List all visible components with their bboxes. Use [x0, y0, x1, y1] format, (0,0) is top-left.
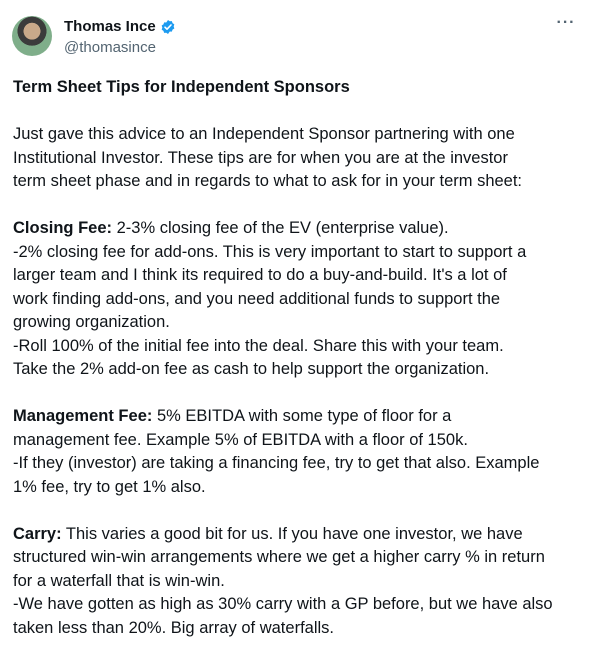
carry-first-line	[13, 523, 581, 547]
closing-fee-line: -2% closing fee for add-ons. This is very important to start to support a	[13, 242, 527, 261]
post-title: Term Sheet Tips for Independent Sponsors	[13, 78, 350, 96]
closing-fee-line: -Roll 100% of the initial fee into the deal. Share this with your team.	[13, 336, 504, 355]
closing-fee-line: work finding add-ons, and you need additional funds to support the	[13, 289, 501, 308]
closing-fee-line: Take the 2% add-on fee as cash to help support the organization.	[13, 360, 490, 378]
intro-line: Institutional Investor. These tips are for when you are at the investor	[13, 148, 508, 167]
management-fee-section	[13, 405, 581, 499]
post-body	[13, 76, 581, 664]
carry-line: -We have gotten as high as 30% carry with a GP before, but we have also	[13, 595, 553, 613]
carry-line: structured win-win arrangements where we get a higher carry % in return	[13, 548, 545, 566]
more-options-icon[interactable]: ···	[556, 14, 576, 31]
closing-fee-section	[13, 217, 581, 382]
intro-paragraph	[13, 123, 581, 194]
management-fee-line: management fee. Example 5% of EBITDA with a floor of 150k.	[13, 430, 468, 449]
closing-fee-label: Closing Fee:	[13, 219, 113, 237]
management-fee-summary: 5% EBITDA with some type of floor for a	[152, 407, 452, 425]
closing-fee-line: larger team and I think its required to do a buy-and-build. It's a lot of	[13, 266, 507, 284]
post-header	[12, 12, 580, 60]
closing-fee-summary: 2-3% closing fee of the EV (enterprise value).	[112, 219, 449, 237]
avatar[interactable]	[12, 16, 52, 56]
carry-summary: This varies a good bit for us. If you have one investor, we have	[61, 524, 523, 543]
closing-fee-line: growing organization.	[13, 313, 170, 331]
management-fee-line: 1% fee, try to get 1% also.	[13, 477, 206, 496]
author-name-row	[64, 18, 176, 35]
intro-line: term sheet phase and in regards to what to ask for in your term sheet:	[13, 172, 523, 190]
closing-fee-first-line	[13, 217, 581, 241]
verified-badge-icon	[160, 19, 176, 35]
author-name[interactable]: Thomas Ince	[64, 18, 156, 35]
management-fee-first-line	[13, 405, 581, 429]
author-handle[interactable]: @thomasince	[64, 39, 156, 56]
carry-line: taken less than 20%. Big array of waterfalls.	[13, 618, 334, 637]
carry-label: Carry:	[13, 524, 62, 543]
carry-section	[13, 523, 581, 641]
carry-line: for a waterfall that is win-win.	[13, 571, 225, 590]
management-fee-line: -If they (investor) are taking a financing fee, try to get that also. Example	[13, 454, 540, 472]
management-fee-label: Management Fee:	[13, 407, 153, 425]
intro-line: Just gave this advice to an Independent Sponsor partnering with one	[13, 125, 515, 143]
